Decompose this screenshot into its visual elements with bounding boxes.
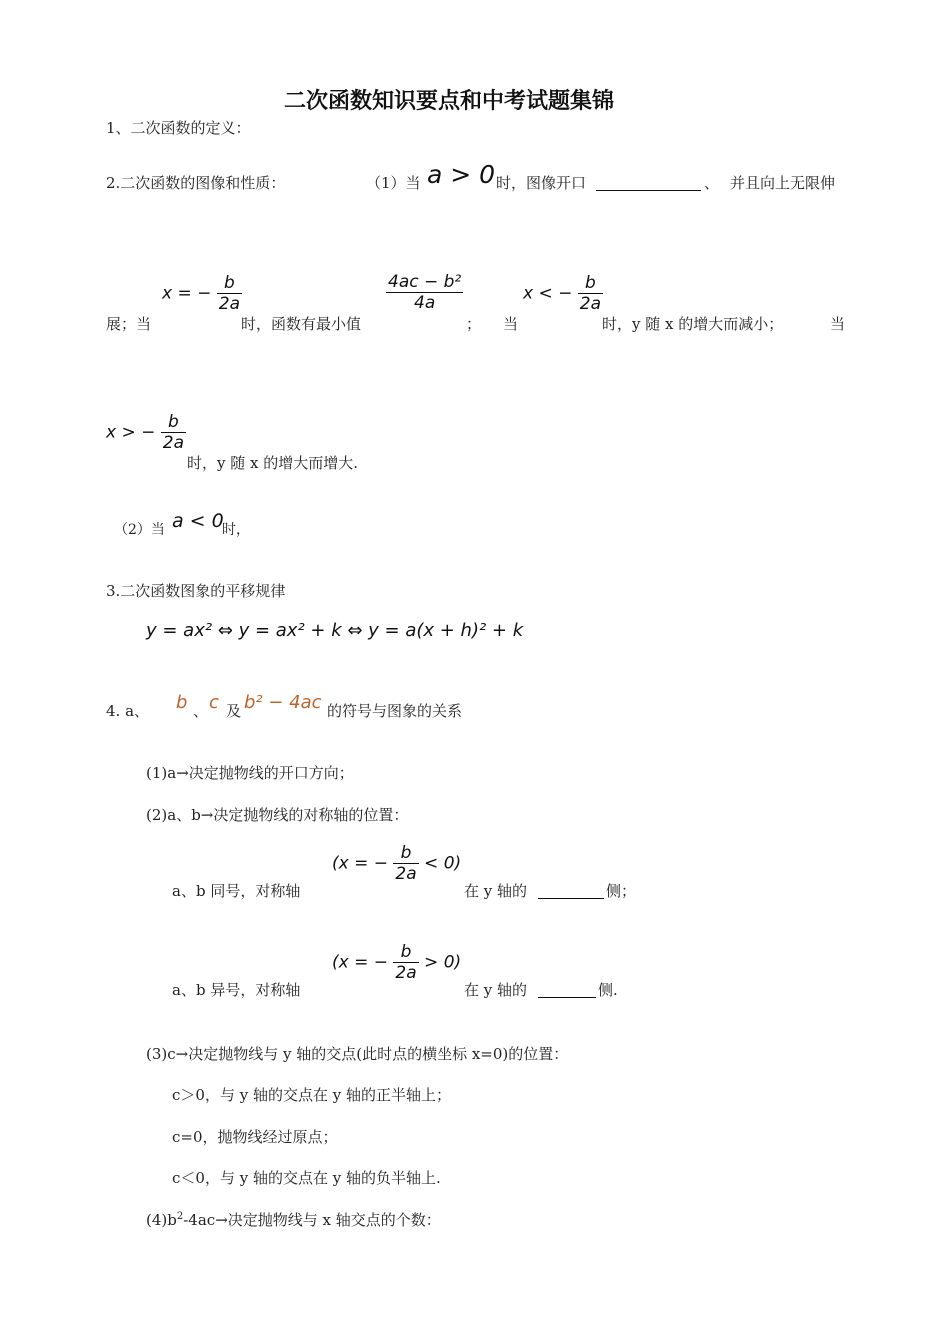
section-3-heading: 3.二次函数图象的平移规律 — [106, 582, 286, 600]
numerator-b-3: b — [167, 412, 179, 432]
same-sign-expression — [332, 843, 461, 884]
diff-sign-post-b: 侧. — [598, 981, 618, 999]
same-sign-post-a: 在 y 轴的 — [464, 882, 528, 900]
section-1: 1、二次函数的定义： — [106, 119, 251, 137]
text-zhan: 展；当 — [106, 315, 152, 333]
eq-x-greater-lhs: x > − — [106, 422, 156, 443]
eq-x-equals — [162, 273, 242, 314]
case-2-label: （2）当 — [114, 522, 165, 538]
same-expr-right: < 0) — [424, 853, 462, 874]
denominator-2a-2: 2a — [579, 294, 601, 314]
symbol-b: b — [176, 692, 188, 713]
section-4-ji: 及 — [226, 702, 242, 720]
section-4-head-pre: 4. a、 — [106, 702, 150, 720]
same-sign-post-b: 侧； — [606, 882, 637, 900]
point-4 — [146, 1209, 441, 1230]
point-1: (1)a→决定抛物线的开口方向； — [146, 764, 354, 782]
text-semicolon: ； — [466, 315, 482, 333]
same-denominator: 2a — [395, 864, 417, 884]
denominator-2a: 2a — [218, 294, 240, 314]
same-numerator: b — [400, 843, 412, 863]
section-4-head-post: 的符号与图象的关系 — [327, 702, 463, 720]
text-dun: 、 — [704, 174, 720, 192]
text-extend: 并且向上无限伸 — [730, 174, 836, 192]
text-dang: 当 — [503, 315, 519, 333]
min-value-fraction — [386, 272, 463, 313]
section-4-dun: 、 — [193, 702, 209, 720]
condition-a-positive: a > 0 — [427, 160, 496, 189]
diff-numerator: b — [400, 942, 412, 962]
same-expr-left: (x = − — [332, 853, 388, 874]
diff-denominator: 2a — [395, 963, 417, 983]
min-denominator: 4a — [386, 292, 463, 313]
condition-a-negative: a < 0 — [172, 510, 224, 532]
point-3: (3)c→决定抛物线与 y 轴的交点(此时点的横坐标 x=0)的位置： — [146, 1045, 569, 1063]
eq-x-equals-lhs: x = − — [162, 283, 212, 304]
fraction-b-over-2a — [217, 273, 242, 314]
page-title: 二次函数知识要点和中考试题集锦 — [284, 89, 615, 114]
blank-same-side[interactable] — [538, 884, 604, 899]
numerator-b-2: b — [584, 273, 596, 293]
text-opening: 时，图像开口 — [496, 174, 587, 192]
eq-x-less-than — [523, 273, 603, 314]
text-decreasing: 时，y 随 x 的增大而减小； — [602, 315, 784, 333]
min-numerator: 4ac − b² — [388, 272, 462, 292]
eq-x-greater-than — [106, 412, 186, 453]
text-dang-2: 当 — [830, 315, 846, 333]
diff-expr-right: > 0) — [424, 952, 462, 973]
c-positive: c＞0，与 y 轴的交点在 y 轴的正半轴上； — [172, 1086, 451, 1104]
diff-sign-label: a、b 异号，对称轴 — [172, 981, 301, 999]
point-4-sup: 2 — [176, 1211, 184, 1222]
diff-sign-post-a: 在 y 轴的 — [464, 981, 528, 999]
point-4-pre: (4)b — [146, 1211, 177, 1229]
blank-diff-side[interactable] — [538, 983, 596, 998]
diff-expr-left: (x = − — [332, 952, 388, 973]
case-1-label: （1）当 — [366, 174, 421, 192]
point-2: (2)a、b→决定抛物线的对称轴的位置： — [146, 806, 409, 824]
point-4-post: -4ac→决定抛物线与 x 轴交点的个数： — [183, 1211, 441, 1229]
denominator-2a-3: 2a — [162, 433, 184, 453]
eq-x-less-lhs: x < − — [523, 283, 573, 304]
text-min-value: 时，函数有最小值 — [241, 315, 362, 333]
c-zero: c=0，抛物线经过原点； — [172, 1128, 338, 1146]
text-shi: 时， — [222, 522, 250, 538]
symbol-discriminant: b² − 4ac — [244, 692, 322, 713]
numerator-b: b — [223, 273, 235, 293]
translation-formula: y = ax² ⇔ y = ax² + k ⇔ y = a(x + h)² + k — [146, 620, 524, 641]
section-2-intro: 2.二次函数的图像和性质： — [106, 174, 286, 192]
c-negative: c＜0，与 y 轴的交点在 y 轴的负半轴上. — [172, 1169, 441, 1187]
blank-opening-direction[interactable] — [596, 176, 701, 191]
diff-sign-expression — [332, 942, 461, 983]
text-increasing: 时，y 随 x 的增大而增大. — [187, 454, 359, 472]
same-sign-label: a、b 同号，对称轴 — [172, 882, 301, 900]
symbol-c: c — [209, 692, 219, 713]
